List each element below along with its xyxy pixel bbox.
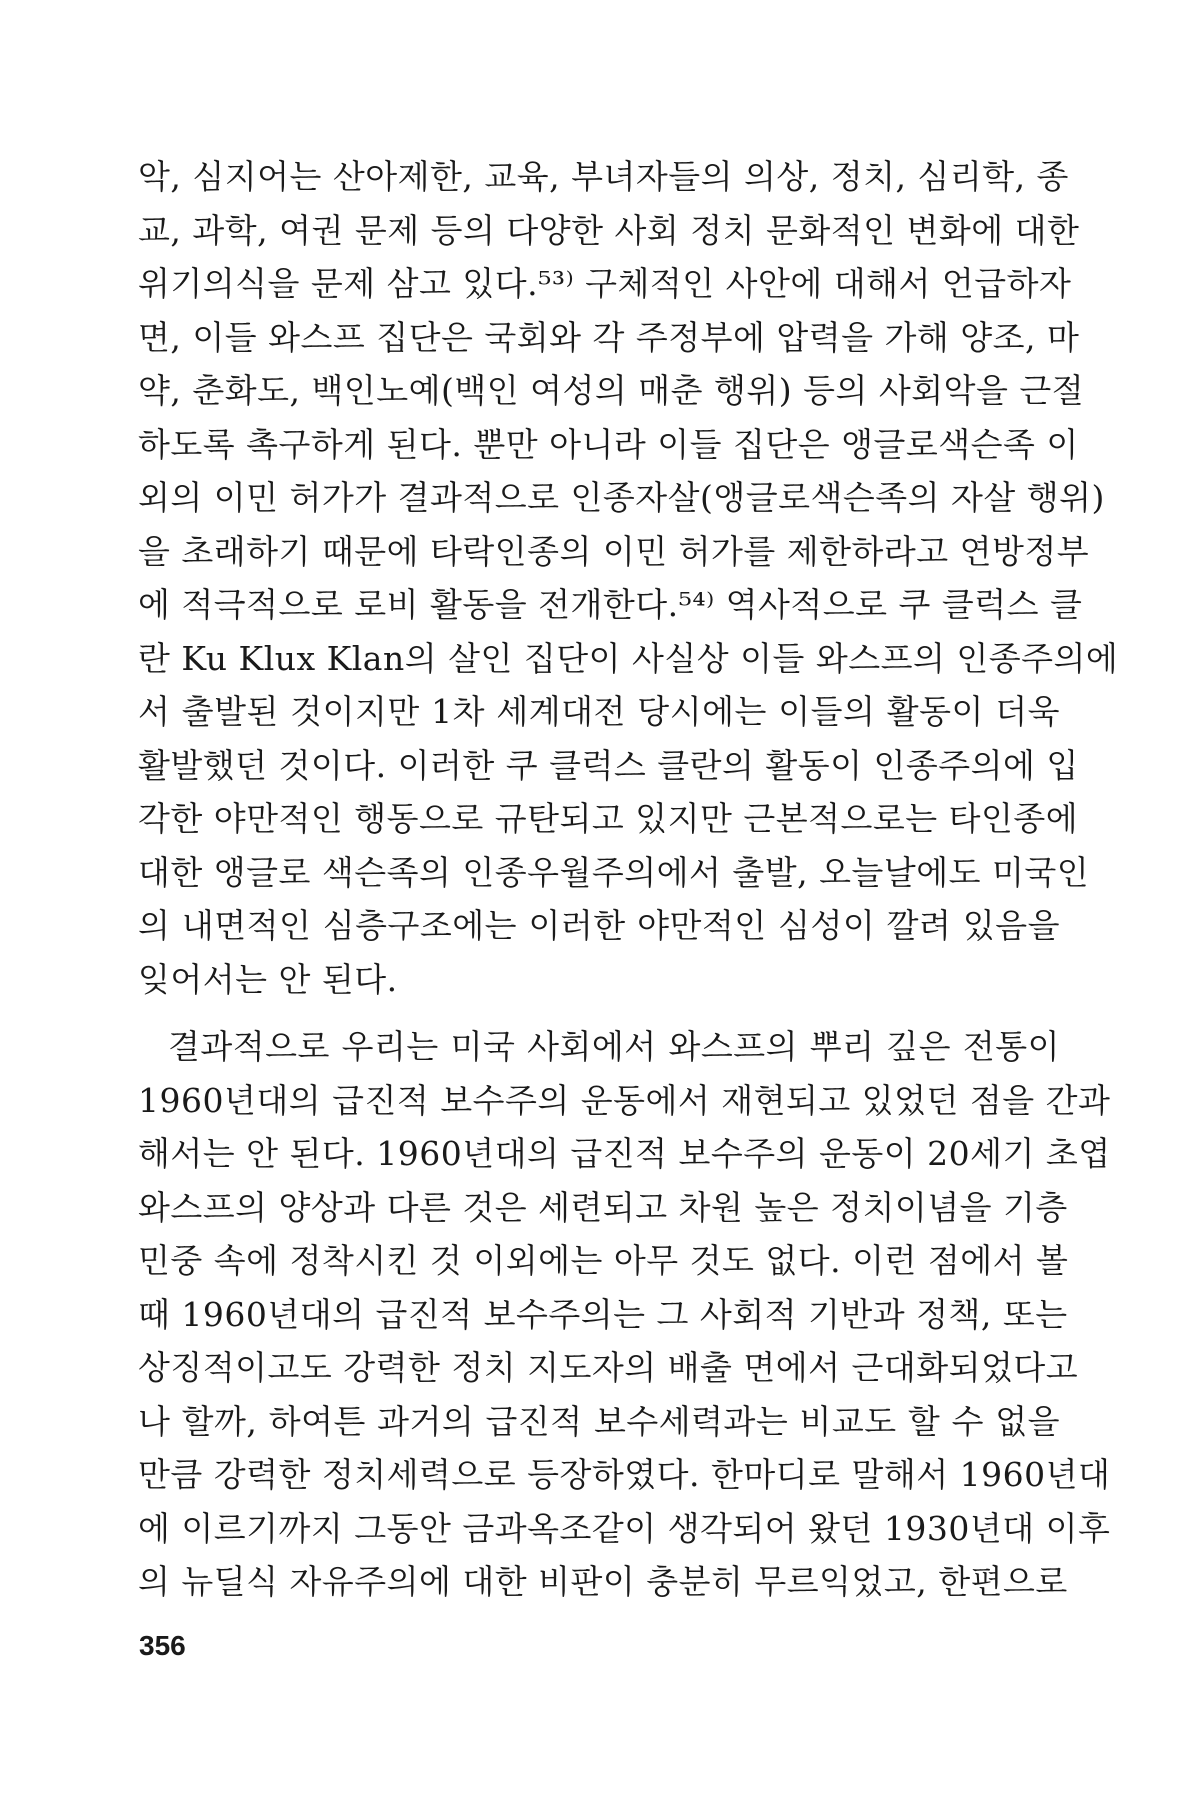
paragraph-gap	[138, 1006, 1060, 1020]
text-line: 의 내면적인 심층구조에는 이러한 야만적인 심성이 깔려 있음을	[138, 906, 1060, 945]
text-line: 잊어서는 안 된다.	[138, 959, 398, 999]
text-line: 악, 심지어는 산아제한, 교육, 부녀자들의 의상, 정치, 심리학, 종	[138, 157, 1069, 196]
paragraph-1	[138, 150, 1119, 1006]
text-line: 상징적이고도 강력한 정치 지도자의 배출 면에서 근대화되었다고	[138, 1348, 1079, 1387]
text-line: 에 이르기까지 그동안 금과옥조같이 생각되어 왔던 1930년대 이후	[138, 1508, 1111, 1548]
text-line: 하도록 촉구하게 된다. 뿐만 아니라 이들 집단은 앵글로색슨족 이	[138, 424, 1079, 464]
text-line: 대한 앵글로 색슨족의 인종우월주의에서 출발, 오늘날에도 미국인	[138, 852, 1090, 892]
text-line: 때 1960년대의 급진적 보수주의는 그 사회적 기반과 정책, 또는	[138, 1294, 1068, 1334]
text-line: 을 초래하기 때문에 타락인종의 이민 허가를 제한하라고 연방정부	[138, 531, 1090, 571]
text-line: 활발했던 것이다. 이러한 쿠 클럭스 클란의 활동이 인종주의에 입	[138, 745, 1079, 785]
text-line: 외의 이민 허가가 결과적으로 인종자살(앵글로색슨족의 자살 행위)	[138, 478, 1105, 517]
text-line: 면, 이들 와스프 집단은 국회와 각 주정부에 압력을 가해 양조, 마	[138, 317, 1080, 357]
text-line: 의 뉴딜식 자유주의에 대한 비판이 충분히 무르익었고, 한편으로	[138, 1562, 1068, 1601]
text-line: 민중 속에 정착시킨 것 이외에는 아무 것도 없다. 이런 점에서 볼	[138, 1241, 1069, 1280]
text-line: 나 할까, 하여튼 과거의 급진적 보수세력과는 비교도 할 수 없을	[138, 1401, 1060, 1441]
text-line: 에 적극적으로 로비 활동을 전개한다.⁵⁴⁾ 역사적으로 쿠 클럭스 클	[138, 585, 1083, 624]
body-text	[138, 150, 1119, 1609]
text-line: 란 Ku Klux Klan의 살인 집단이 사실상 이들 와스프의 인종주의에	[138, 638, 1119, 678]
text-line: 각한 야만적인 행동으로 규탄되고 있지만 근본적으로는 타인종에	[138, 799, 1079, 838]
text-line: 결과적으로 우리는 미국 사회에서 와스프의 뿌리 깊은 전통이	[168, 1027, 1060, 1066]
text-line: 서 출발된 것이지만 1차 세계대전 당시에는 이들의 활동이 더욱	[138, 692, 1060, 731]
text-line: 만큼 강력한 정치세력으로 등장하였다. 한마디로 말해서 1960년대	[138, 1455, 1111, 1494]
page-number: 356	[139, 1630, 186, 1661]
text-line: 위기의식을 문제 삼고 있다.⁵³⁾ 구체적인 사안에 대해서 언급하자	[138, 264, 1072, 303]
paragraph-2	[138, 1020, 1111, 1609]
text-line: 교, 과학, 여권 문제 등의 다양한 사회 정치 문화적인 변화에 대한	[138, 210, 1080, 250]
text-line: 1960년대의 급진적 보수주의 운동에서 재현되고 있었던 점을 간과	[138, 1080, 1111, 1120]
text-line: 와스프의 양상과 다른 것은 세련되고 차원 높은 정치이념을 기층	[138, 1187, 1068, 1227]
text-line: 해서는 안 된다. 1960년대의 급진적 보수주의 운동이 20세기 초엽	[138, 1134, 1111, 1173]
text-line: 약, 춘화도, 백인노예(백인 여성의 매춘 행위) 등의 사회악을 근절	[138, 371, 1085, 410]
